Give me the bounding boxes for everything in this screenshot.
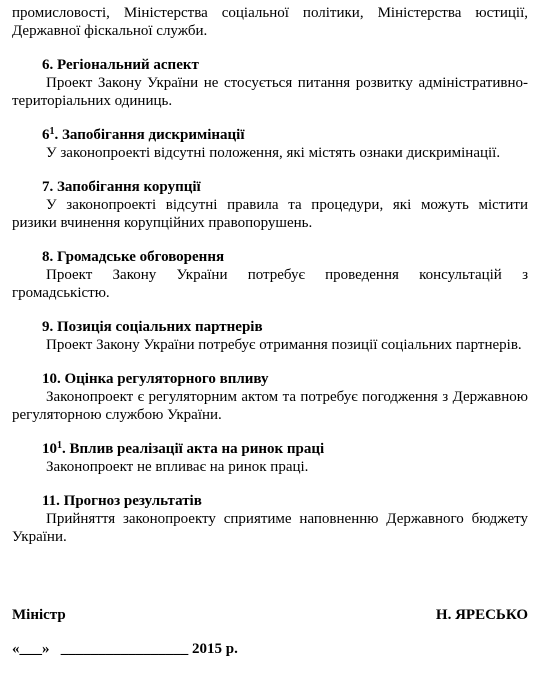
section-title: 10. Оцінка регуляторного впливу	[42, 371, 269, 387]
signer-name: Н. ЯРЕСЬКО	[435, 607, 528, 623]
section-body: Законопроект не впливає на ринок праці.	[46, 459, 309, 475]
section-title: 6. Регіональний аспект	[42, 57, 199, 73]
section-superscript: 1	[57, 440, 62, 451]
section-body: Проект Закону України потребує проведення консультацій з громадськістю.	[12, 267, 528, 301]
section-body: Проект Закону України потребує отримання позиції соціальних партнерів.	[46, 337, 522, 353]
section-title: 8. Громадське обговорення	[42, 249, 225, 265]
section-corruption	[12, 178, 528, 232]
section-superscript: 1	[49, 126, 55, 137]
intro-paragraph: промисловості, Міністерства соціальної політики, Міністерства юстиції, Державної фіскальної служби.	[12, 5, 528, 39]
section-body: У законопроекті відсутні правила та процедури, які можуть містити ризики вчинення корупційних правопорушень.	[12, 197, 528, 231]
section-body: Проект Закону України не стосується питання розвитку адміністративно-територіальних одиниць.	[12, 75, 528, 109]
section-number: 6	[42, 127, 50, 143]
section-body: Прийняття законопроекту сприятиме наповненню Державного бюджету України.	[12, 511, 528, 545]
section-regional-aspect	[12, 56, 528, 110]
document-page	[12, 0, 528, 546]
section-title: 9. Позиція соціальних партнерів	[42, 319, 263, 335]
date-line: «___» _________________ 2015 р.	[12, 641, 238, 657]
section-number: 10	[42, 441, 57, 457]
signer-position: Міністр	[12, 607, 66, 623]
section-title	[42, 126, 528, 144]
section-body: У законопроекті відсутні положення, які містять ознаки дискримінації.	[46, 145, 501, 161]
section-title-text: . Вплив реалізації акта на ринок праці	[62, 441, 325, 457]
section-discrimination	[12, 126, 528, 162]
section-public-discussion	[12, 248, 528, 302]
section-title: 7. Запобігання корупції	[42, 179, 201, 195]
section-labor-market	[12, 440, 528, 476]
section-regulatory-impact	[12, 370, 528, 424]
section-title: 11. Прогноз результатів	[42, 493, 202, 509]
section-forecast	[12, 492, 528, 546]
section-title	[42, 440, 528, 458]
section-title-text: . Запобігання дискримінації	[54, 127, 245, 143]
section-body: Законопроект є регуляторним актом та потребує погодження з Державною регуляторною службою України.	[12, 389, 528, 423]
section-social-partners	[12, 318, 528, 354]
